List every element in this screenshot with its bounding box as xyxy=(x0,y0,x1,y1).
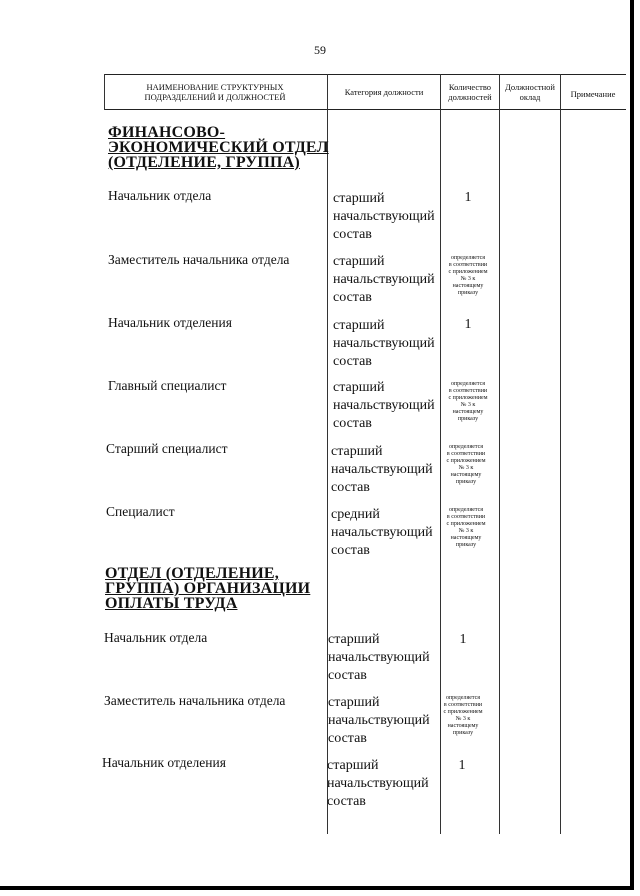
position-quantity: 1 xyxy=(464,317,472,332)
position-category: старший начальствующий состав xyxy=(333,380,435,431)
header-top-rule xyxy=(104,74,626,75)
position-category: старший начальствующий состав xyxy=(327,758,429,809)
position-name: Главный специалист xyxy=(108,378,227,393)
position-category: средний начальствующий состав xyxy=(331,507,433,558)
header-salary: Должностной оклад xyxy=(505,82,555,102)
column-divider-4 xyxy=(499,74,500,834)
position-quantity: 1 xyxy=(459,632,467,647)
position-name: Начальник отделения xyxy=(102,755,226,770)
position-name: Старший специалист xyxy=(106,441,228,456)
header-category: Категория должности xyxy=(344,87,424,97)
header-name: НАИМЕНОВАНИЕ СТРУКТУРНЫХ ПОДРАЗДЕЛЕНИЙ И ДОЛЖНОСТЕЙ xyxy=(144,82,286,102)
position-name: Начальник отделения xyxy=(108,315,232,330)
position-category: старший начальствующий состав xyxy=(328,632,430,683)
page-number: 59 xyxy=(314,43,326,57)
quantity-note: определяется в соответствии с приложением № 3 к настоящему приказу xyxy=(448,255,488,296)
section-title: ОТДЕЛ (ОТДЕЛЕНИЕ, ГРУППА) ОРГАНИЗАЦИИ ОПЛАТЫ ТРУДА xyxy=(105,565,311,612)
position-category: старший начальствующий состав xyxy=(333,318,435,369)
header-bottom-rule xyxy=(104,109,626,110)
section-title: ФИНАНСОВО- ЭКОНОМИЧЕСКИЙ ОТДЕЛ (ОТДЕЛЕНИЕ, ГРУППА) xyxy=(108,124,329,171)
position-quantity: 1 xyxy=(464,190,472,205)
quantity-note: определяется в соответствии с приложением № 3 к настоящему приказу xyxy=(448,381,488,422)
quantity-note: определяется в соответствии с приложением № 3 к настоящему приказу xyxy=(443,695,483,736)
position-category: старший начальствующий состав xyxy=(331,444,433,495)
position-name: Начальник отдела xyxy=(108,188,212,203)
position-name: Заместитель начальника отдела xyxy=(108,252,290,267)
header-quantity: Количество должностей xyxy=(448,82,492,102)
position-category: старший начальствующий состав xyxy=(328,695,430,746)
column-divider-5 xyxy=(560,74,561,834)
position-name: Начальник отдела xyxy=(104,630,208,645)
position-name: Специалист xyxy=(106,504,175,519)
header-note: Примечание xyxy=(570,89,616,99)
position-name: Заместитель начальника отдела xyxy=(104,693,286,708)
quantity-note: определяется в соответствии с приложением № 3 к настоящему приказу xyxy=(446,444,486,485)
position-category: старший начальствующий состав xyxy=(333,191,435,242)
column-divider-1 xyxy=(104,74,105,110)
quantity-note: определяется в соответствии с приложением № 3 к настоящему приказу xyxy=(446,507,486,548)
position-category: старший начальствующий состав xyxy=(333,254,435,305)
position-quantity: 1 xyxy=(458,758,466,773)
